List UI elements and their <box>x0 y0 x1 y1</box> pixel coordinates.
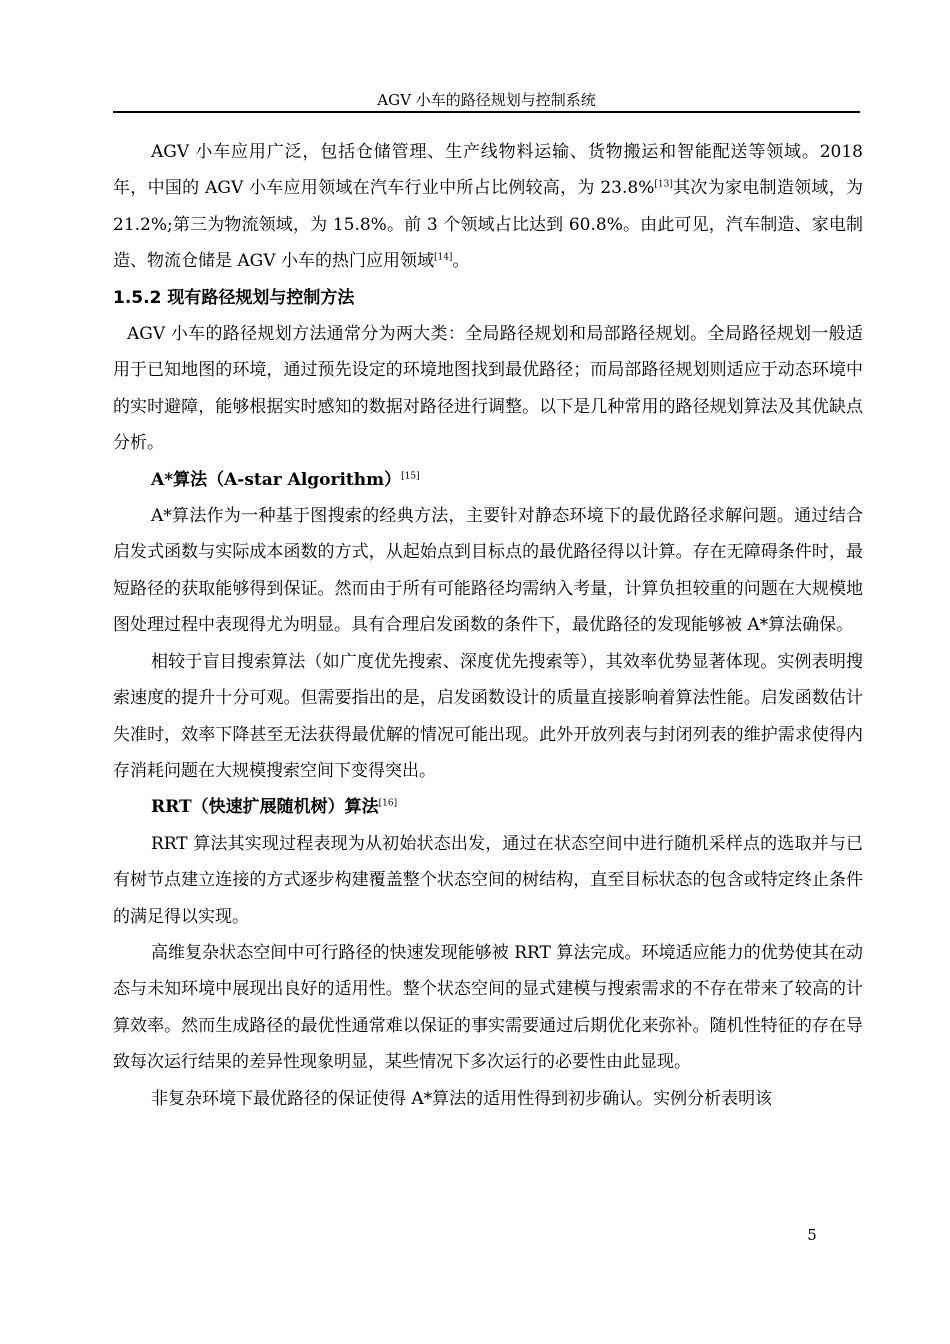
paragraph-rrt-analysis: 高维复杂状态空间中可行路径的快速发现能够被 RRT 算法完成。环境适应能力的优势使其在动态与未知环境中展现出良好的适用性。整个状态空间的显式建模与搜索需求的不存在带来了较高的计算效率。然而生成路径的最优性通常难以保证的事实需要通过后期优化来弥补。随机性特征的存在导致每次运行结果的差异性现象明显，某些情况下多次运行的必要性由此显现。 <box>113 942 863 1073</box>
citation-14: [14] <box>433 252 453 263</box>
document-body <box>113 134 863 1117</box>
paragraph-agv-applications <box>113 134 863 280</box>
citation-16: [16] <box>378 798 398 809</box>
subheading-rrt <box>113 789 863 825</box>
paragraph-comparison: 非复杂环境下最优路径的保证使得 A*算法的适用性得到初步确认。实例分析表明该 <box>151 1088 773 1109</box>
paragraph-astar-analysis: 相较于盲目搜索算法（如广度优先搜索、深度优先搜索等），其效率优势显著体现。实例表明搜索速度的提升十分可观。但需要指出的是，启发函数设计的质量直接影响着算法性能。启发函数估计失准时，效率下降甚至无法获得最优解的情况可能出现。此外开放列表与封闭列表的维护需求使得内存消耗问题在大规模搜索空间下变得突出。 <box>113 651 863 781</box>
citation-13: [13] <box>654 179 673 190</box>
paragraph-rrt-description: RRT 算法其实现过程表现为从初始状态出发，通过在状态空间中进行随机采样点的选取并与已有树节点建立连接的方式逐步构建覆盖整个状态空间的树结构，直至目标状态的包含或特定终止条件的满足得以实现。 <box>113 833 863 927</box>
header-divider <box>113 111 860 113</box>
paragraph-astar-description: A*算法作为一种基于图搜索的经典方法，主要针对静态环境下的最优路径求解问题。通过结合启发式函数与实际成本函数的方式，从起始点到目标点的最优路径得以计算。存在无障碍条件时，最短路径的获取能够得到保证。然而由于所有可能路径均需纳入考量，计算负担较重的问题在大规模地图处理过程中表现得尤为明显。具有合理启发函数的条件下，最优路径的发现能够被 A*算法确保。 <box>113 506 863 636</box>
paragraph-text: 其次为家电制造领域，为 21.2%;第三为物流领域，为 15.8%。前 3 个领域占比达到 60.8%。由此可见，汽车制造、家电制造、物流仓储是 AGV 小车的热门应用领域 <box>113 178 863 272</box>
subheading-text: RRT（快速扩展随机树）算法 <box>151 797 379 818</box>
subheading-astar <box>113 462 863 498</box>
paragraph-text: AGV 小车应用广泛，包括仓储管理、生产线物料运输、货物搬运和智能配送等领域。2018 年，中国的 AGV 小车应用领域在汽车行业中所占比例较高，为 23.8% <box>113 142 863 199</box>
citation-15: [15] <box>401 471 420 481</box>
subheading-text: A*算法（A-star Algorithm） <box>151 469 402 490</box>
page-number: 5 <box>807 1226 817 1244</box>
running-header: AGV 小车的路径规划与控制系统 <box>377 91 596 109</box>
section-heading-1-5-2: 1.5.2 现有路径规划与控制方法 <box>113 287 355 308</box>
paragraph-text: 。 <box>452 251 470 272</box>
paragraph-path-planning-overview: AGV 小车的路径规划方法通常分为两大类：全局路径规划和局部路径规划。全局路径规划一般适用于已知地图的环境，通过预先设定的环境地图找到最优路径；而局部路径规划则适应于动态环境中的实时避障，能够根据实时感知的数据对路径进行调整。以下是几种常用的路径规划算法及其优缺点分析。 <box>113 324 863 454</box>
